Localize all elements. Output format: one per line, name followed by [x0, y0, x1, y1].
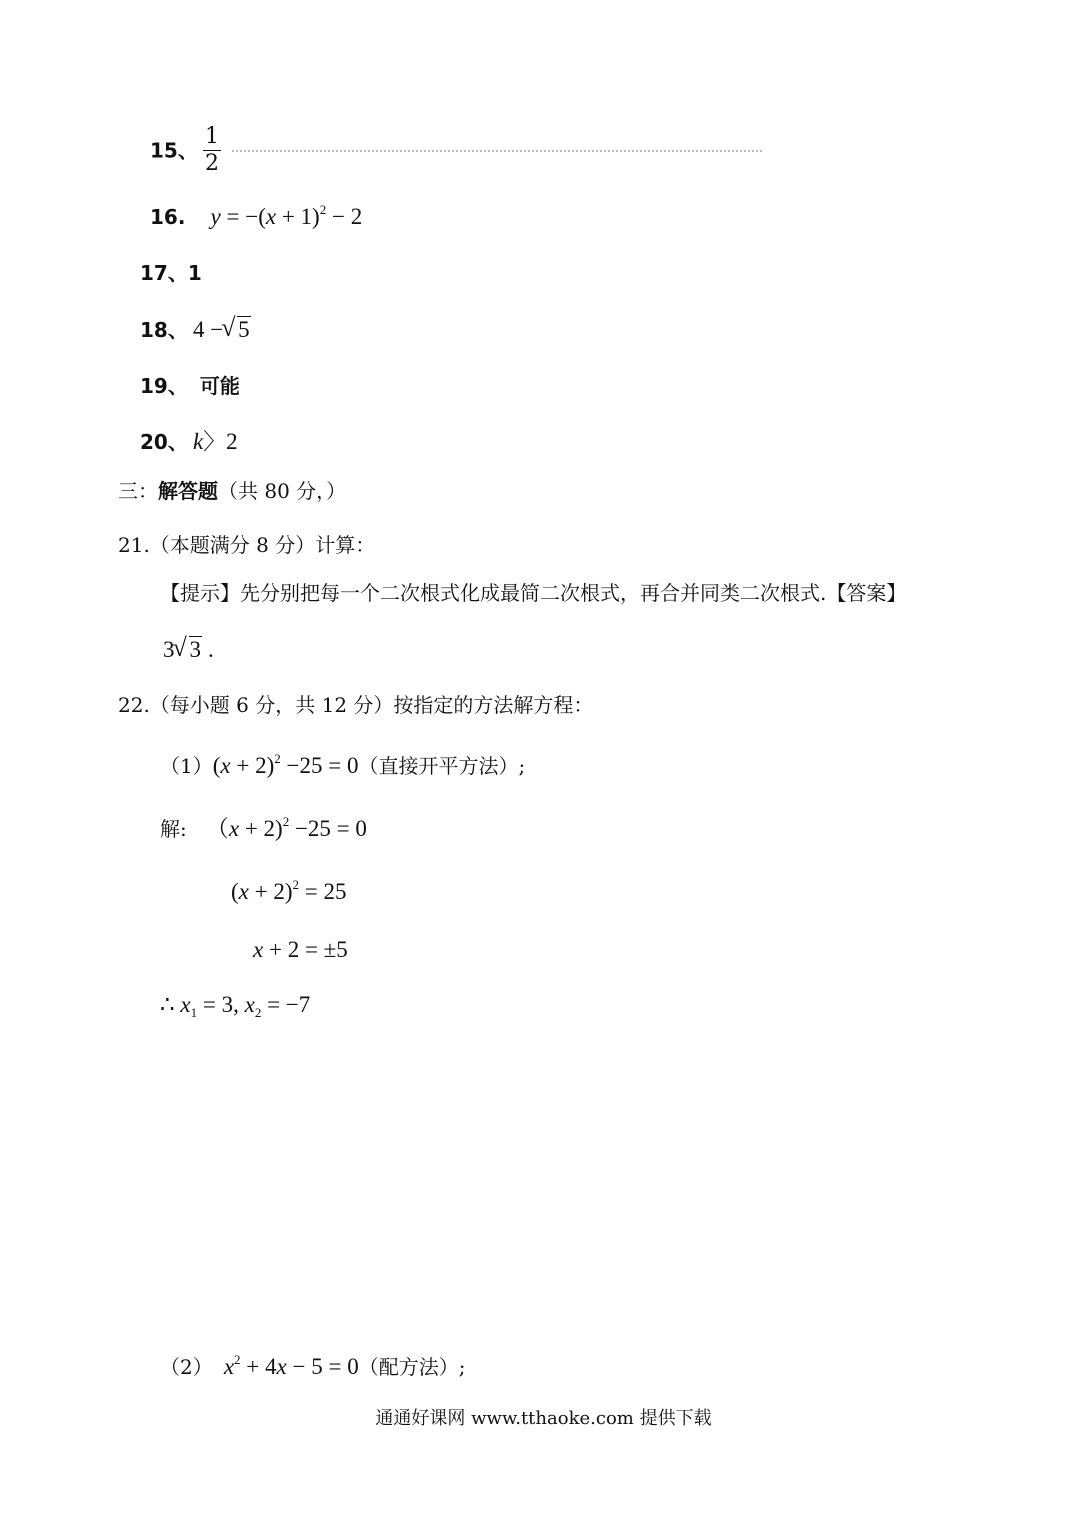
item-20: [140, 430, 238, 453]
fraction-denominator: 2: [204, 151, 219, 176]
item-20-formula: k〉2: [192, 429, 238, 454]
item-18-number: 18、: [140, 318, 188, 342]
q22-solution-line4: ∴ $x_1 = 3$, $x_2 = -7$: [160, 992, 311, 1020]
q22-title: 22.（每小题 6 分，共 12 分）按指定的方法解方程：: [118, 693, 594, 717]
item-20-number: 20、: [140, 430, 188, 454]
item-16: [150, 202, 363, 229]
item-15-number: 15、: [150, 138, 198, 163]
item-18-formula: 4 −√ 5: [193, 317, 251, 342]
item-19-number: 19、: [140, 374, 188, 398]
q22-solution-line2: $(x + 2)^2 = 25$: [231, 877, 347, 904]
item-19: [140, 376, 240, 396]
dotted-leader: [232, 149, 762, 152]
q22-solution-line1: 解: （x + 2)$^2$ −25 = 0: [160, 814, 367, 841]
q22-solution-line3: x + 2 = ±5: [253, 937, 348, 962]
sqrt-symbol: √ 3: [175, 638, 203, 661]
item-18: [140, 318, 251, 341]
item-15: [150, 124, 762, 177]
fraction-one-half: [203, 124, 221, 177]
item-16-formula: $y = -(x + 1)^2 - 2$: [210, 202, 363, 229]
q21-answer: 3√ 3 .: [163, 638, 214, 661]
item-17: 17、1: [140, 261, 202, 285]
item-19-answer: 可能: [199, 374, 240, 398]
q22-part1: $(1)(x + 2)^2 -25 = 0$（直接开平方法）;: [160, 751, 526, 778]
q21-hint: 【提示】先分别把每一个二次根式化成最简二次根式，再合并同类二次根式.【答案】: [160, 581, 907, 605]
section-3-heading: 三：解答题（共 80 分，）: [118, 479, 347, 503]
q22-part2: （2） $x^2 + 4x - 5 = 0$（配方法）;: [160, 1352, 466, 1379]
page-footer: 通通好课网 www.tthaoke.com 提供下载: [375, 1408, 712, 1429]
fraction-numerator: 1: [204, 124, 219, 149]
sqrt-symbol: √ 5: [223, 318, 251, 341]
q21-title: 21.（本题满分 8 分）计算：: [118, 533, 376, 557]
item-16-number: 16.: [150, 205, 186, 229]
